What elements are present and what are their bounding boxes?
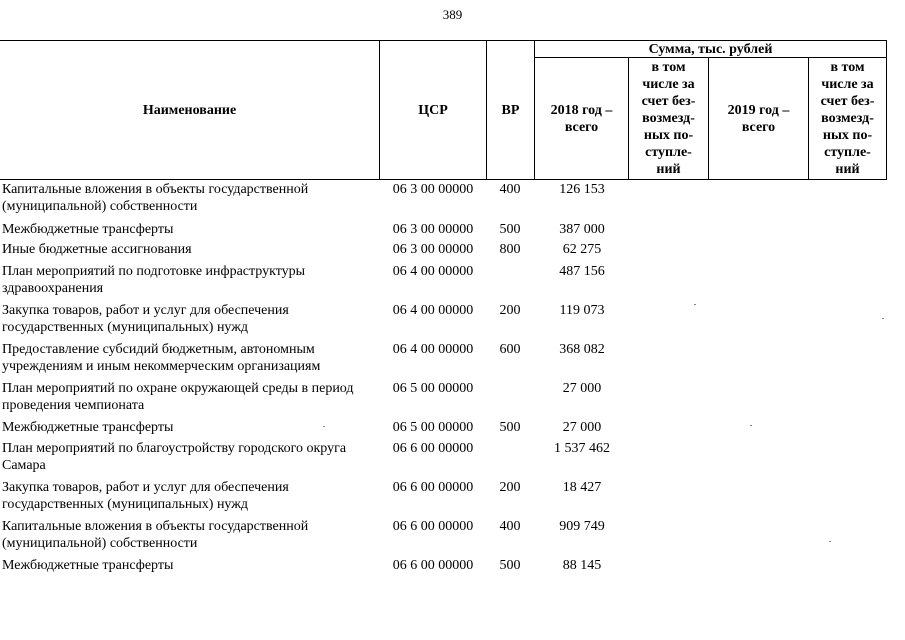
col-divider [886,40,887,180]
row-name: План мероприятий по охране окружающей среды в период проведения чемпионата [2,381,354,413]
row-name: План мероприятий по подготовке инфраструктуры здравоохранения [2,264,306,296]
row-name: Капитальные вложения в объекты государственной (муниципальной) собственности [2,519,309,551]
row-csr: 06 5 00 00000 [392,381,474,396]
row-vr: 400 [499,519,521,534]
row-sum-2018: 27 000 [562,420,602,435]
row-csr: 06 6 00 00000 [392,441,474,456]
row-csr: 06 3 00 00000 [392,242,474,257]
scan-speck [882,318,884,319]
header-2019-free: в том числе за счет без-возмезд-ных по-ступле-ний [820,60,875,177]
header-name: Наименование [142,102,237,118]
row-vr: 200 [499,303,521,318]
header-2018-free: в том числе за счет без-возмезд-ных по-ступле-ний [641,60,696,177]
row-vr: 400 [499,182,521,197]
row-sum-2018: 909 749 [559,519,605,534]
row-csr: 06 6 00 00000 [392,519,474,534]
scan-speck [694,304,696,305]
row-sum-2018: 27 000 [562,381,602,396]
row-sum-2018: 487 156 [559,264,605,279]
row-sum-2018: 368 082 [559,342,605,357]
row-csr: 06 4 00 00000 [392,264,474,279]
header-vr: ВР [501,102,520,118]
header-2018-total: 2018 год – всего [550,102,613,135]
row-vr: 800 [499,242,521,257]
row-csr: 06 4 00 00000 [392,303,474,318]
page-number: 389 [442,7,463,22]
row-vr: 600 [499,342,521,357]
row-csr: 06 4 00 00000 [392,342,474,357]
scan-speck [750,425,752,426]
header-csr: ЦСР [418,102,448,118]
row-name: Предоставление субсидий бюджетным, автономным учреждениям и иным некоммерческим организациям [2,342,321,374]
row-vr: 500 [499,222,521,237]
row-name: Межбюджетные трансферты [2,558,174,573]
row-name: Закупка товаров, работ и услуг для обеспечения государственных (муниципальных) нужд [2,303,289,335]
row-sum-2018: 387 000 [559,222,605,237]
row-csr: 06 6 00 00000 [392,480,474,495]
scan-speck [323,426,325,427]
row-csr: 06 6 00 00000 [392,558,474,573]
row-name: Закупка товаров, работ и услуг для обеспечения государственных (муниципальных) нужд [2,480,289,512]
row-sum-2018: 62 275 [562,242,602,257]
row-vr: 500 [499,558,521,573]
row-sum-2018: 1 537 462 [554,441,610,456]
row-sum-2018: 126 153 [559,182,605,197]
header-bottom-border [0,179,887,180]
header-sum-group: Сумма, тыс. рублей [648,41,773,57]
row-csr: 06 5 00 00000 [392,420,474,435]
row-name: Капитальные вложения в объекты государственной (муниципальной) собственности [2,182,309,214]
row-csr: 06 3 00 00000 [392,222,474,237]
row-vr: 500 [499,420,521,435]
row-name: План мероприятий по благоустройству городского округа Самара [2,441,347,473]
row-name: Межбюджетные трансферты [2,420,174,435]
row-vr: 200 [499,480,521,495]
row-sum-2018: 18 427 [562,480,602,495]
row-csr: 06 3 00 00000 [392,182,474,197]
row-name: Иные бюджетные ассигнования [2,242,192,257]
scan-speck [829,541,831,542]
row-name: Межбюджетные трансферты [2,222,174,237]
header-2019-total: 2019 год – всего [727,102,790,135]
row-sum-2018: 88 145 [562,558,602,573]
row-sum-2018: 119 073 [559,303,605,318]
